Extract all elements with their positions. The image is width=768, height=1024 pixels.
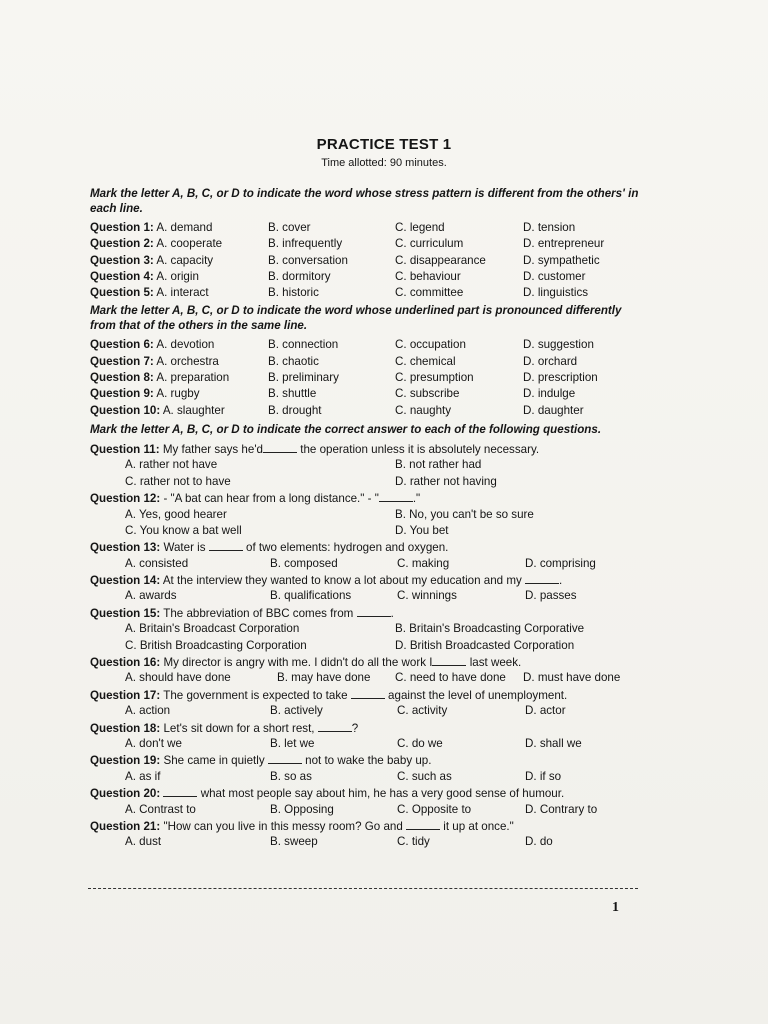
option-c: C. presumption [395, 371, 474, 385]
option-c: C. winnings [397, 589, 457, 603]
option-b: B. not rather had [395, 458, 482, 472]
time-allotted: Time allotted: 90 minutes. [321, 157, 447, 169]
option-a: A. Britain's Broadcast Corporation [125, 622, 300, 636]
option-c: C. rather not to have [125, 474, 231, 488]
options-row [90, 834, 650, 850]
option-d: D. tension [523, 221, 576, 234]
option-d: D. prescription [523, 371, 598, 385]
answer-blank [318, 720, 352, 732]
option-c: C. legend [395, 221, 445, 234]
option-b: B. sweep [270, 835, 318, 849]
question-label: Question 4: [90, 269, 154, 283]
question-stem [90, 818, 650, 834]
option-d: D. indulge [523, 387, 576, 401]
question-row [90, 285, 650, 301]
option-d: D. linguistics [523, 286, 589, 300]
option-a: A. consisted [125, 556, 189, 570]
option-d: D. British Broadcasted Corporation [395, 638, 575, 652]
option-a: A. should have done [125, 671, 231, 685]
option-c: C. do we [397, 737, 443, 750]
option-d: D. rather not having [395, 474, 497, 488]
answer-blank [379, 490, 413, 502]
question-stem [90, 572, 650, 588]
section2-rows [90, 337, 650, 418]
question-row [90, 354, 650, 370]
option-d: D. Contrary to [525, 802, 598, 816]
question-label: Question 14: [90, 574, 161, 588]
option-a: A. dust [125, 835, 162, 849]
question-row [90, 236, 650, 252]
options-row [90, 670, 650, 686]
option-a: A. slaughter [162, 403, 225, 417]
option-a: A. orchestra [156, 354, 219, 368]
answer-blank [432, 654, 466, 666]
question-stem [90, 490, 650, 506]
question-label: Question 13: [90, 541, 161, 555]
option-a: A. rugby [156, 387, 200, 401]
answer-blank [263, 441, 297, 453]
option-b: B. preliminary [268, 371, 339, 385]
question-label: Question 20: [90, 787, 161, 801]
stem-text: last week. [469, 656, 522, 670]
option-a: A. origin [156, 269, 199, 283]
option-b: B. composed [270, 556, 338, 570]
option-d: D. sympathetic [523, 253, 600, 267]
question-label: Question 16: [90, 656, 161, 670]
option-d: D. comprising [525, 556, 596, 570]
option-b: B. Opposing [270, 802, 334, 816]
options-row [90, 457, 650, 473]
question-label: Question 11: [90, 442, 160, 456]
option-c: C. disappearance [395, 253, 486, 267]
stem-text: At the interview they wanted to know a lot about my education and my [162, 574, 522, 588]
option-b: B. connection [268, 338, 339, 352]
question-row [90, 220, 650, 236]
question-label: Question 1: [90, 221, 154, 234]
option-a: A. cooperate [156, 237, 223, 251]
question-label: Question 6: [90, 338, 154, 352]
section1-instruction: Mark the letter A, B, C, or D to indicate the word whose stress pattern is different from the others' in each line. [90, 187, 639, 215]
option-a: A. interact [156, 286, 209, 300]
question-label: Question 19: [90, 754, 161, 768]
option-a: A. rather not have [125, 458, 218, 472]
stem-text: "How can you live in this messy room? Go and [163, 819, 403, 833]
option-b: B. historic [268, 286, 319, 300]
option-a: A. don't we [125, 737, 182, 750]
option-d: D. customer [523, 269, 586, 283]
options-row [90, 703, 650, 719]
option-c: C. such as [397, 769, 452, 783]
question-stem [90, 654, 650, 670]
stem-text: My director is angry with me. I didn't do all the work I [163, 656, 433, 670]
option-b: B. dormitory [268, 269, 331, 283]
option-d: D. passes [525, 589, 577, 603]
question-label: Question 12: [90, 492, 161, 506]
option-b: B. so as [270, 769, 312, 783]
option-c: C. chemical [395, 354, 456, 368]
option-c: C. British Broadcasting Corporation [125, 638, 307, 652]
option-b: B. Britain's Broadcasting Corporative [395, 622, 585, 636]
question-label: Question 9: [90, 387, 154, 401]
option-b: B. chaotic [268, 354, 319, 368]
option-c: C. You know a bat well [125, 523, 242, 537]
answer-blank [406, 818, 440, 830]
option-c: C. Opposite to [397, 802, 472, 816]
section2-instruction: Mark the letter A, B, C, or D to indicate the word whose underlined part is pronounced differently from that of the others in the same line. [90, 304, 622, 333]
section3-instruction: Mark the letter A, B, C, or D to indicate the correct answer to each of the following questions. [90, 422, 602, 436]
option-a: A. Yes, good hearer [125, 507, 227, 521]
options-row [90, 736, 650, 752]
question-stem [90, 539, 650, 555]
option-a: A. awards [125, 589, 177, 603]
question-stem [90, 441, 650, 457]
option-c: C. tidy [397, 835, 430, 849]
options-row [90, 802, 650, 818]
answer-blank [357, 605, 391, 617]
question-label: Question 2: [90, 237, 154, 251]
option-a: A. capacity [156, 253, 214, 267]
answer-blank [525, 572, 559, 584]
stem-text: Water is [163, 541, 206, 555]
stem-text: Let's sit down for a short rest, [163, 721, 315, 735]
options-row [90, 556, 650, 572]
option-a: A. devotion [156, 338, 215, 352]
test-content [90, 184, 650, 851]
question-label: Question 5: [90, 286, 154, 300]
option-c: C. subscribe [395, 387, 460, 401]
stem-text: ? [351, 721, 359, 735]
option-d: D. daughter [523, 403, 584, 417]
question-row [90, 370, 650, 386]
option-c: C. behaviour [395, 269, 461, 283]
option-d: D. You bet [395, 523, 449, 537]
option-c: C. occupation [395, 338, 466, 352]
options-row [90, 621, 650, 637]
option-c: C. curriculum [395, 237, 464, 251]
options-row [90, 507, 650, 523]
option-b: B. drought [268, 403, 322, 417]
question-row [90, 337, 650, 353]
stem-text: - "A bat can hear from a long distance." - " [163, 492, 379, 506]
page-number: 1 [612, 900, 619, 915]
option-b: B. let we [270, 737, 315, 750]
question-label: Question 15: [90, 606, 161, 620]
question-row [90, 269, 650, 285]
question-label: Question 8: [90, 371, 154, 385]
options-row [90, 588, 650, 604]
option-b: B. actively [270, 704, 323, 718]
stem-text: what most people say about him, he has a very good sense of humour. [200, 787, 565, 801]
option-a: A. Contrast to [125, 802, 196, 816]
options-row [90, 638, 650, 654]
option-b: B. shuttle [268, 387, 317, 401]
answer-blank [268, 752, 302, 764]
option-b: B. conversation [268, 253, 348, 267]
option-d: D. entrepreneur [523, 237, 605, 251]
option-c: C. activity [397, 704, 448, 718]
question-stem [90, 687, 650, 703]
stem-text: ." [412, 492, 421, 506]
options-row [90, 523, 650, 539]
option-c: C. committee [395, 286, 464, 300]
option-b: B. No, you can't be so sure [395, 507, 534, 521]
option-a: A. demand [156, 221, 213, 234]
option-d: D. actor [525, 704, 566, 718]
question-stem [90, 785, 650, 801]
question-row [90, 403, 650, 419]
question-stem [90, 720, 650, 736]
stem-text: The government is expected to take [163, 688, 348, 702]
option-c: C. naughty [395, 403, 452, 417]
question-stem [90, 605, 650, 621]
answer-blank [163, 785, 197, 797]
question-label: Question 21: [90, 819, 161, 833]
section1-rows [90, 220, 650, 301]
question-label: Question 3: [90, 253, 154, 267]
stem-text: She came in quietly [163, 754, 265, 768]
question-label: Question 18: [90, 721, 161, 735]
page-title: PRACTICE TEST 1 [316, 136, 452, 153]
stem-text: it up at once." [443, 819, 514, 833]
option-b: B. qualifications [270, 589, 352, 603]
question-label: Question 10: [90, 403, 161, 417]
question-label: Question 17: [90, 688, 161, 702]
answer-blank [209, 539, 243, 551]
option-d: D. if so [525, 769, 562, 783]
question-stem [90, 752, 650, 768]
option-b: B. may have done [277, 671, 371, 685]
option-d: D. must have done [523, 671, 621, 685]
options-row [90, 769, 650, 785]
option-c: C. need to have done [395, 671, 506, 685]
option-b: B. infrequently [268, 237, 343, 251]
question-label: Question 7: [90, 354, 154, 368]
stem-text: . [390, 606, 394, 620]
stem-text: the operation unless it is absolutely necessary. [300, 442, 540, 456]
option-a: A. preparation [156, 371, 230, 385]
option-b: B. cover [268, 221, 311, 234]
option-d: D. orchard [523, 354, 578, 368]
stem-text: My father says he'd [162, 442, 263, 456]
stem-text: not to wake the baby up. [305, 754, 432, 768]
answer-blank [351, 687, 385, 699]
options-row [90, 474, 650, 490]
stem-text: against the level of unemployment. [388, 688, 568, 702]
question-row [90, 386, 650, 402]
option-c: C. making [397, 556, 450, 570]
question-row [90, 253, 650, 269]
option-a: A. as if [125, 769, 161, 783]
option-a: A. action [125, 704, 171, 718]
option-d: D. suggestion [523, 338, 594, 352]
option-d: D. shall we [525, 737, 582, 750]
stem-text: . [559, 574, 563, 588]
stem-text: The abbreviation of BBC comes from [163, 606, 354, 620]
stem-text: of two elements: hydrogen and oxygen. [246, 541, 449, 555]
option-d: D. do [525, 835, 553, 849]
footer-divider [88, 888, 638, 889]
